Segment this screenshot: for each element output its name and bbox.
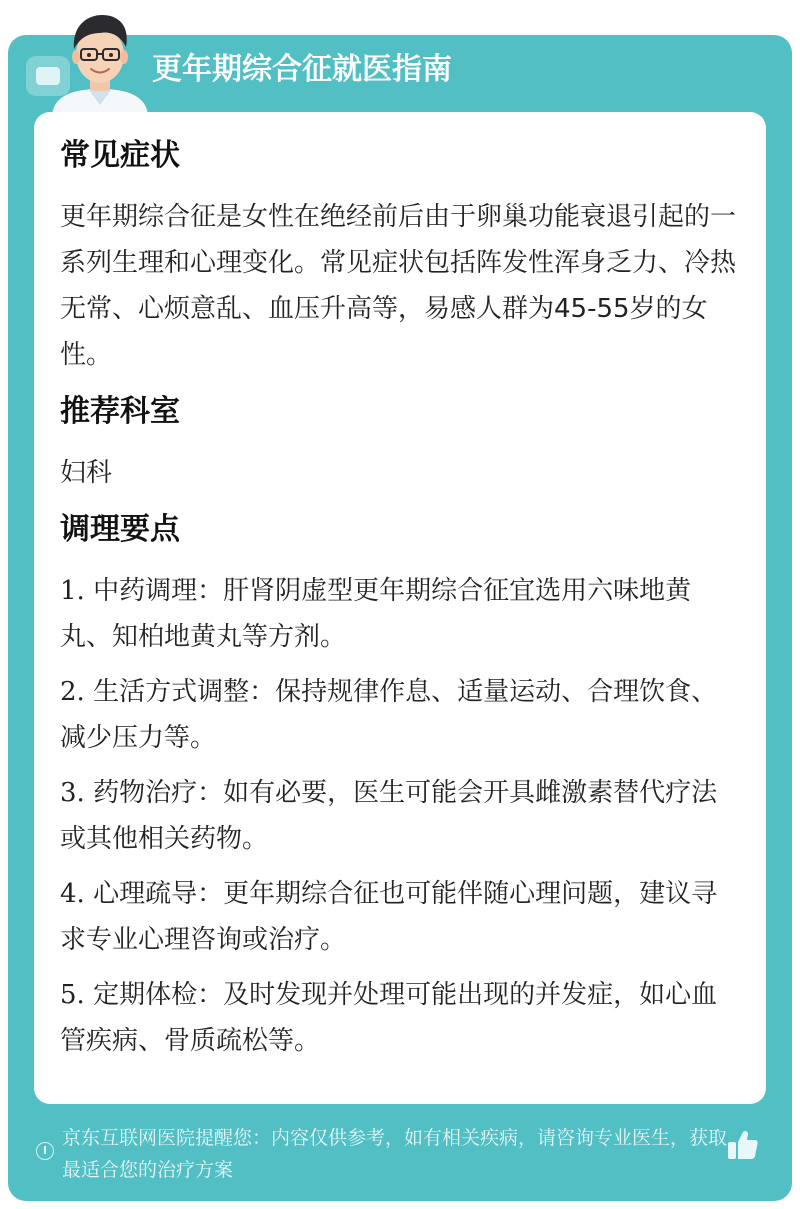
list-text: 药物治疗：如有必要，医生可能会开具雌激素替代疗法或其他相关药物。	[60, 778, 718, 854]
list-number: 3.	[60, 778, 85, 808]
list-text: 中药调理：肝肾阴虚型更年期综合征宜选用六味地黄丸、知柏地黄丸等方剂。	[60, 576, 692, 652]
thumbs-up-icon[interactable]	[726, 1128, 760, 1162]
footer-notice: 京东互联网医院提醒您：内容仅供参考，如有相关疾病，请咨询专业医生，获取最适合您的治疗方案	[62, 1127, 728, 1181]
page-title: 更年期综合征就医指南	[152, 52, 452, 87]
section-heading-symptoms: 常见症状	[60, 138, 180, 173]
list-text: 心理疏导：更年期综合征也可能伴随心理问题，建议寻求专业心理咨询或治疗。	[60, 879, 718, 955]
list-number: 1.	[60, 576, 85, 606]
list-item	[60, 568, 736, 660]
list-text: 生活方式调整：保持规律作息、适量运动、合理饮食、减少压力等。	[60, 677, 718, 753]
content-card	[34, 112, 766, 1104]
department-text: 妇科	[60, 458, 113, 488]
list-number: 2.	[60, 677, 85, 707]
section-heading-care: 调理要点	[60, 512, 180, 547]
doctor-avatar	[40, 5, 160, 115]
card-content	[60, 134, 736, 1073]
list-item	[60, 972, 736, 1064]
list-item	[60, 871, 736, 963]
symptoms-text: 更年期综合征是女性在绝经前后由于卵巢功能衰退引起的一系列生理和心理变化。常见症状包括阵发性浑身乏力、冷热无常、心烦意乱、血压升高等，易感人群为45-55岁的女性。	[60, 202, 737, 370]
list-text: 定期体检：及时发现并处理可能出现的并发症，如心血管疾病、骨质疏松等。	[60, 980, 718, 1056]
info-icon	[36, 1142, 54, 1160]
list-number: 4.	[60, 879, 85, 909]
list-number: 5.	[60, 980, 85, 1010]
list-item	[60, 669, 736, 761]
section-heading-department: 推荐科室	[60, 394, 180, 429]
list-item	[60, 770, 736, 862]
